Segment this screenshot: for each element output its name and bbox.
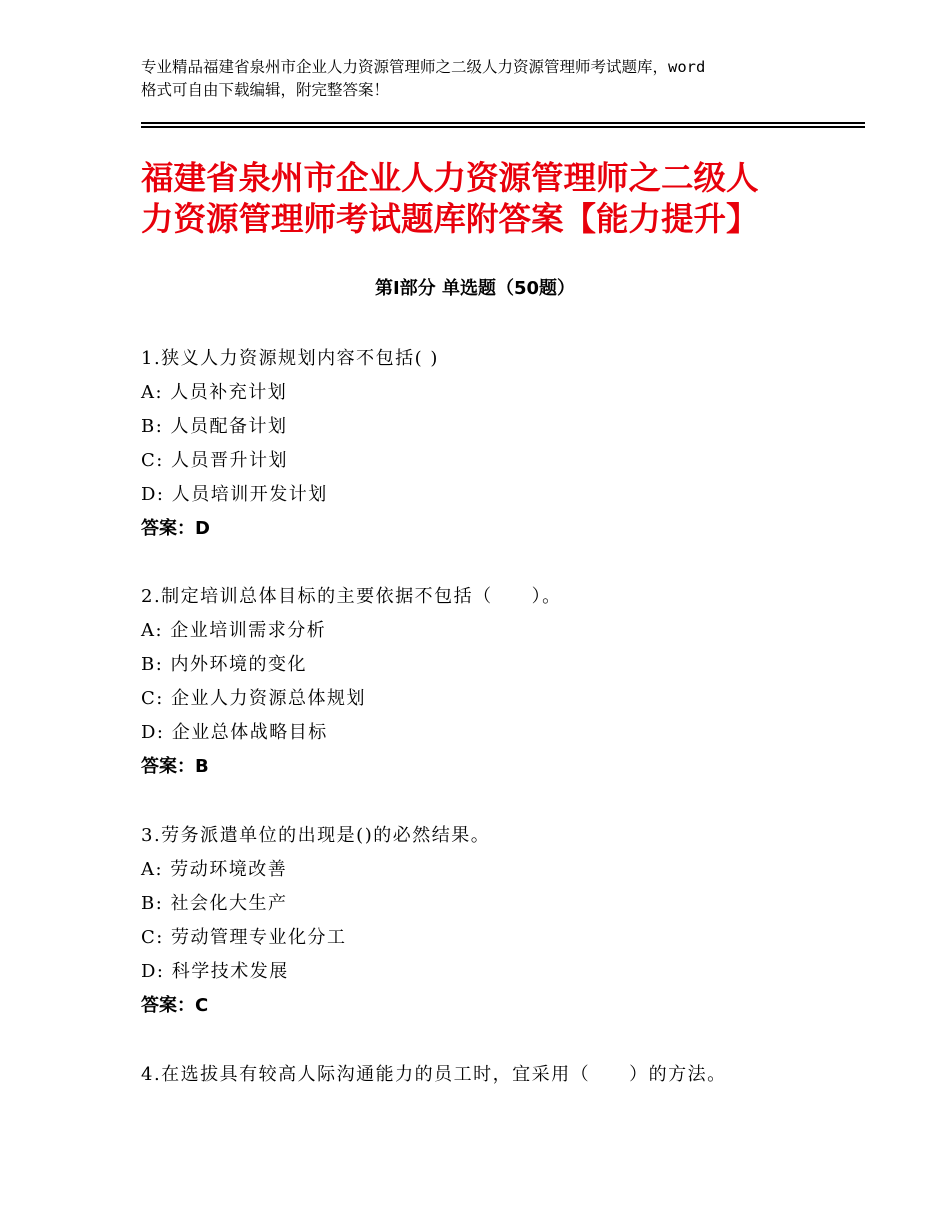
answer: 答案：B: [141, 756, 209, 777]
section-title: 第Ⅰ部分 单选题（50题）: [374, 278, 575, 299]
option-a: A: 企业培训需求分析: [141, 620, 327, 641]
answer: 答案：D: [141, 518, 210, 539]
option-c: C: 劳动管理专业化分工: [141, 927, 347, 948]
question-stem: 4.在选拔具有较高人际沟通能力的员工时，宜采用（ ）的方法。: [141, 1064, 727, 1085]
question-4: [141, 1058, 861, 1092]
header-note-line-1: 专业精品福建省泉州市企业人力资源管理师之二级人力资源管理师考试题库，word: [141, 58, 706, 76]
question-1: [141, 342, 861, 546]
option-c: C: 企业人力资源总体规划: [141, 688, 367, 709]
option-a: A: 劳动环境改善: [141, 859, 288, 880]
header-divider-top: [141, 122, 865, 124]
question-stem: 1.狭义人力资源规划内容不包括( ): [141, 348, 439, 369]
option-b: B: 内外环境的变化: [141, 654, 308, 675]
header-note: [141, 56, 831, 102]
option-b: B: 人员配备计划: [141, 416, 288, 437]
option-c: C: 人员晋升计划: [141, 450, 289, 471]
option-d: D: 企业总体战略目标: [141, 722, 328, 743]
question-stem: 3.劳务派遣单位的出现是()的必然结果。: [141, 825, 491, 846]
option-a: A: 人员补充计划: [141, 382, 288, 403]
answer: 答案：C: [141, 995, 209, 1016]
question-stem: 2.制定培训总体目标的主要依据不包括（ ）。: [141, 586, 562, 607]
question-3: [141, 819, 861, 1023]
document-title: [141, 158, 861, 240]
header-note-line-2: 格式可自由下载编辑，附完整答案！: [141, 81, 390, 99]
option-b: B: 社会化大生产: [141, 893, 288, 914]
document-title-line-1: 福建省泉州市企业人力资源管理师之二级人: [141, 159, 759, 197]
question-2: [141, 580, 861, 784]
header-divider-bottom: [141, 126, 865, 128]
option-d: D: 科学技术发展: [141, 961, 289, 982]
option-d: D: 人员培训开发计划: [141, 484, 328, 505]
document-title-line-2: 力资源管理师考试题库附答案【能力提升】: [141, 200, 759, 238]
